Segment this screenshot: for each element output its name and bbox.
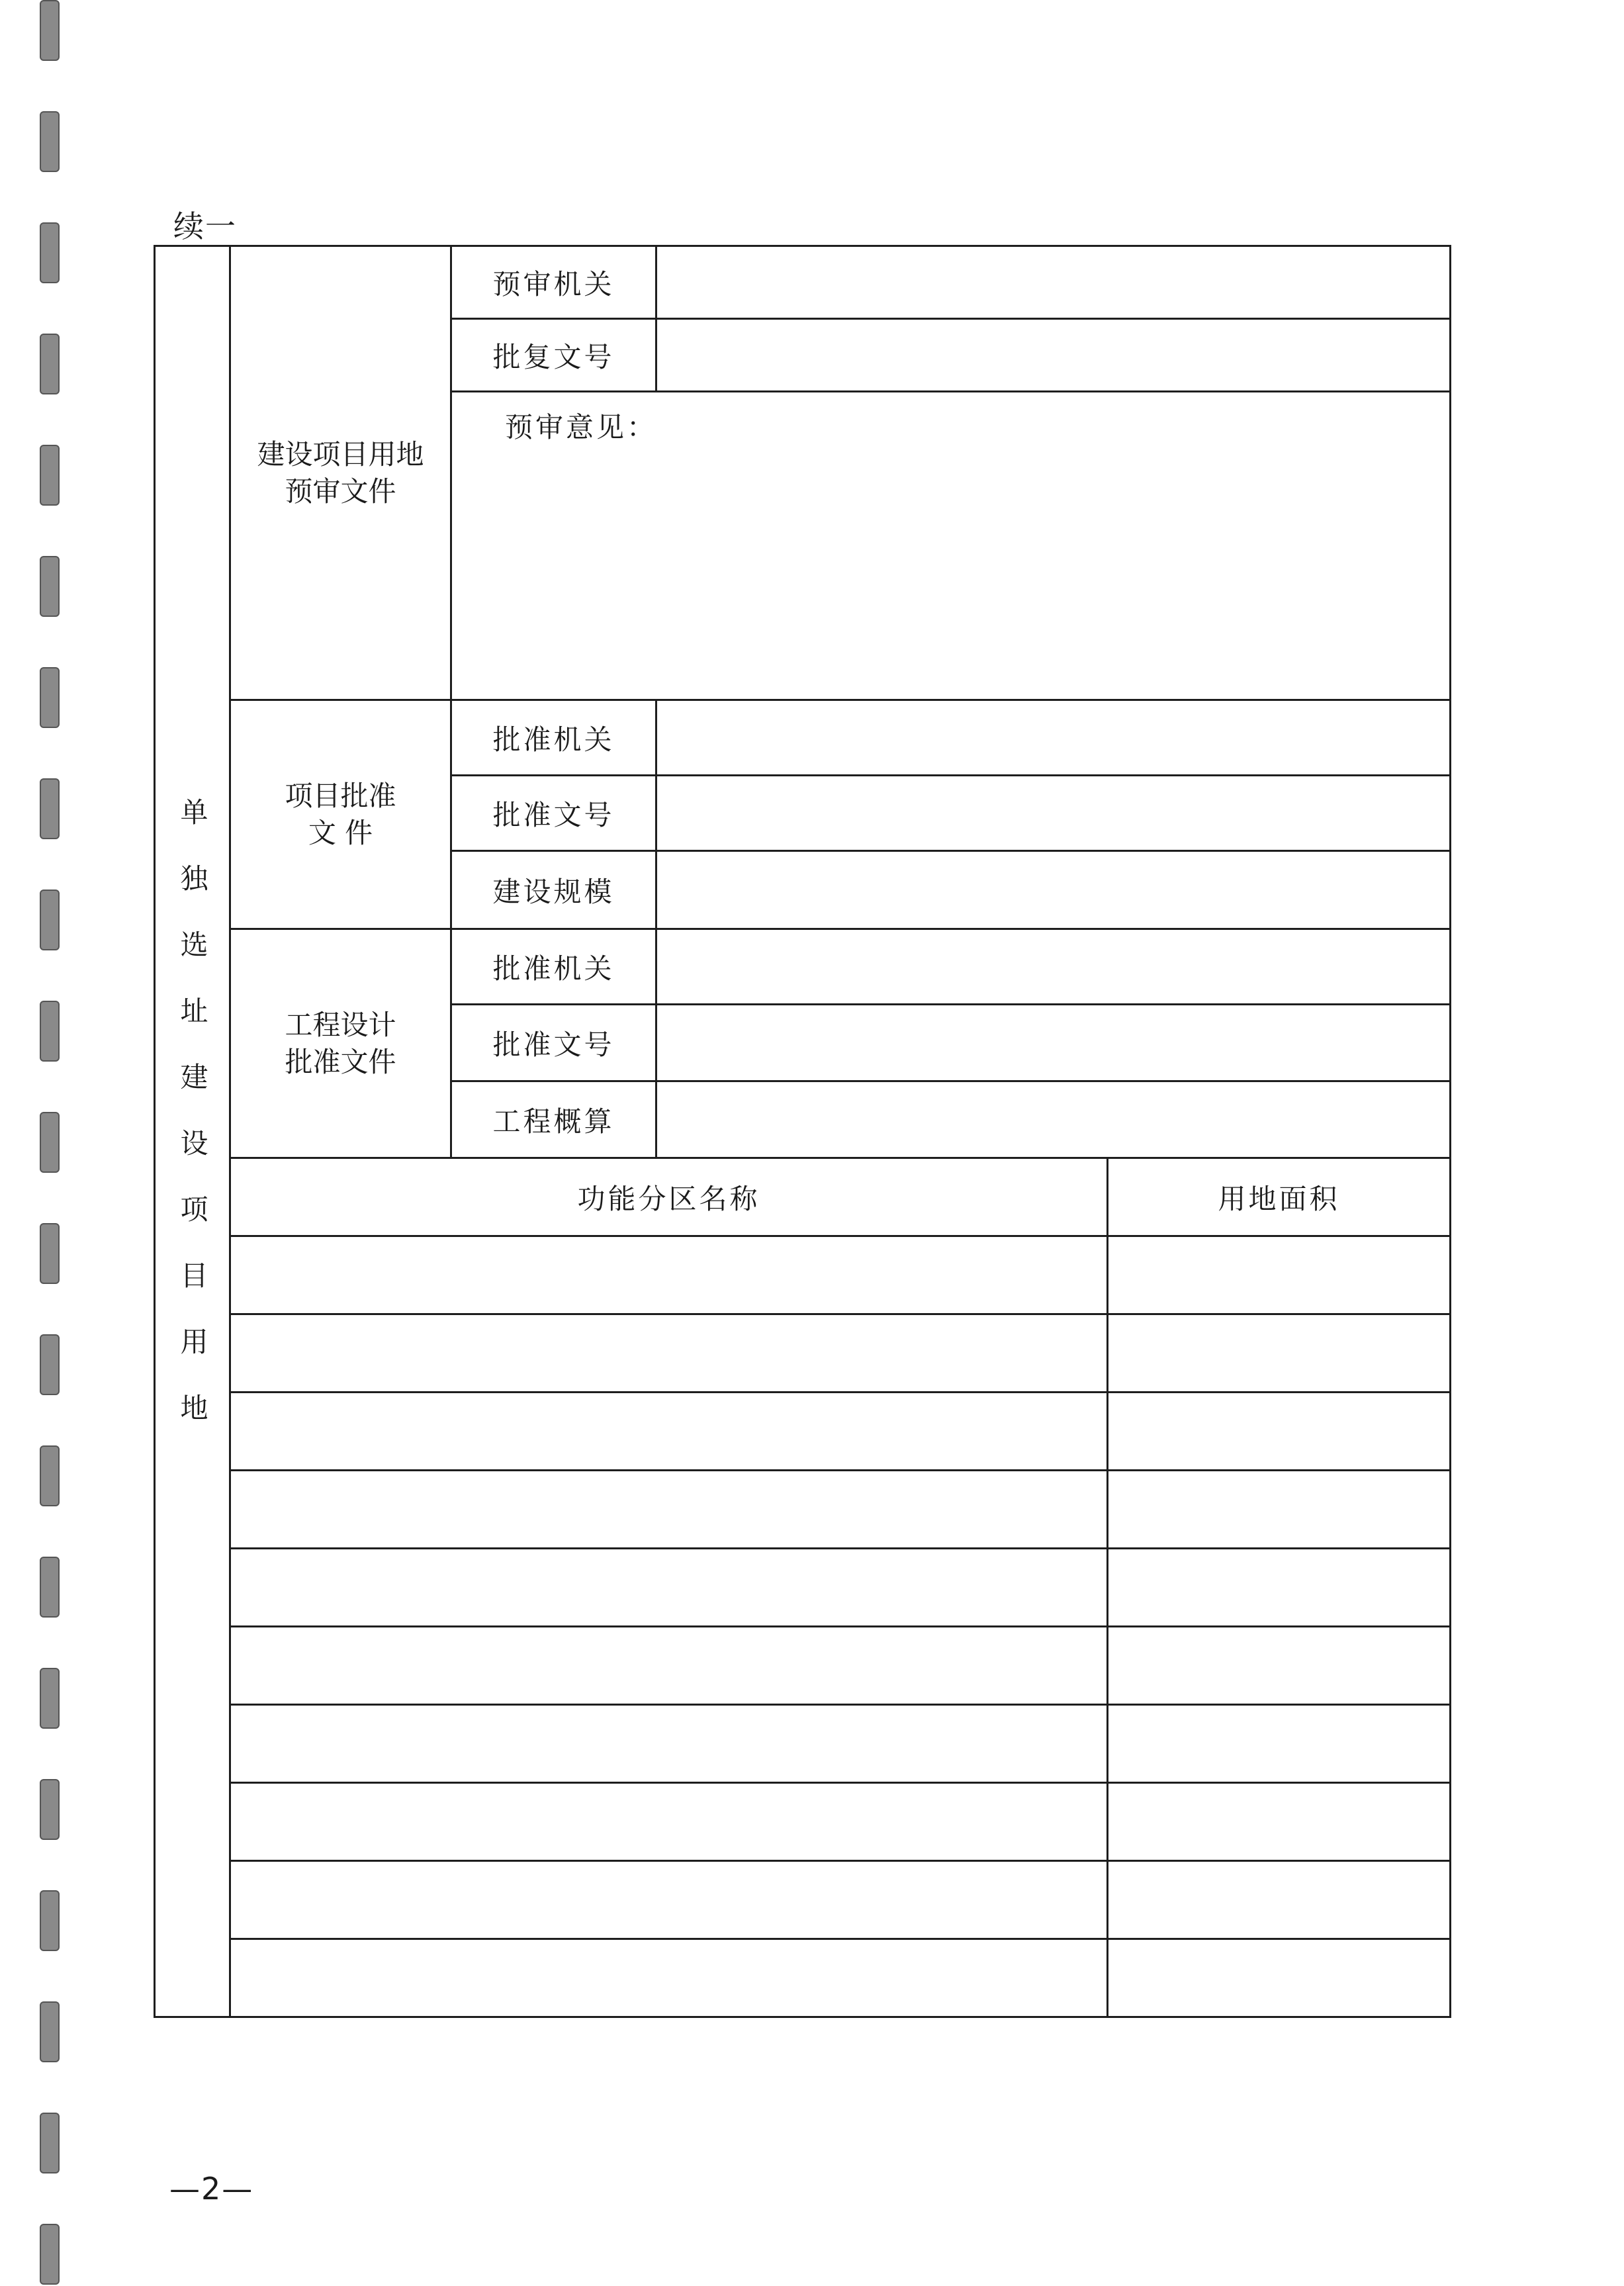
zone-name-cell[interactable] bbox=[230, 1393, 1108, 1471]
zone-area-cell[interactable] bbox=[1108, 1314, 1451, 1393]
approval-document-number-value[interactable] bbox=[656, 776, 1451, 851]
zone-area-cell[interactable] bbox=[1108, 1783, 1451, 1861]
binding-hole bbox=[40, 1557, 60, 1618]
binding-hole bbox=[40, 1668, 60, 1729]
zone-name-cell[interactable] bbox=[230, 1549, 1108, 1627]
binding-hole bbox=[40, 111, 60, 172]
continuation-label: 续一 bbox=[173, 208, 237, 244]
design-document-number-label: 批准文号 bbox=[451, 1005, 656, 1081]
pre-review-authority-label: 预审机关 bbox=[451, 246, 656, 319]
zone-area-cell[interactable] bbox=[1108, 1471, 1451, 1549]
zone-area-cell[interactable] bbox=[1108, 1861, 1451, 1939]
binding-hole bbox=[40, 334, 60, 394]
zone-area-cell[interactable] bbox=[1108, 1627, 1451, 1705]
page-number: —2— bbox=[169, 2171, 254, 2207]
binding-hole bbox=[40, 222, 60, 283]
binding-hole bbox=[40, 1001, 60, 1062]
pre-review-document-number-value[interactable] bbox=[656, 319, 1451, 392]
design-document-number-value[interactable] bbox=[656, 1005, 1451, 1081]
approval-group-label: 项目批准 文 件 bbox=[230, 700, 451, 929]
zone-name-cell[interactable] bbox=[230, 1783, 1108, 1861]
binding-hole bbox=[40, 1779, 60, 1840]
approval-authority-label: 批准机关 bbox=[451, 700, 656, 776]
zone-area-cell[interactable] bbox=[1108, 1393, 1451, 1471]
binding-hole bbox=[40, 445, 60, 506]
zone-name-header: 功能分区名称 bbox=[230, 1158, 1108, 1236]
zone-area-cell[interactable] bbox=[1108, 1236, 1451, 1314]
budget-estimate-value[interactable] bbox=[656, 1081, 1451, 1158]
zone-name-cell[interactable] bbox=[230, 1236, 1108, 1314]
construction-scale-label: 建设规模 bbox=[451, 851, 656, 929]
binding-hole bbox=[40, 1112, 60, 1173]
binding-hole bbox=[40, 0, 60, 61]
pre-review-opinion-label: 预审意见： bbox=[505, 411, 658, 443]
design-authority-value[interactable] bbox=[656, 929, 1451, 1005]
design-group-label: 工程设计 批准文件 bbox=[230, 929, 451, 1158]
binding-hole bbox=[40, 1223, 60, 1284]
pre-review-opinion-cell[interactable] bbox=[451, 392, 1451, 700]
binding-hole bbox=[40, 1890, 60, 1951]
construction-scale-value[interactable] bbox=[656, 851, 1451, 929]
zone-name-cell[interactable] bbox=[230, 1627, 1108, 1705]
binding-hole bbox=[40, 890, 60, 950]
binding-hole bbox=[40, 1334, 60, 1395]
binding-strip bbox=[37, 0, 64, 2286]
binding-hole bbox=[40, 2113, 60, 2173]
zone-name-cell[interactable] bbox=[230, 1939, 1108, 2017]
approval-document-number-label: 批准文号 bbox=[451, 776, 656, 851]
vertical-title-cell bbox=[155, 246, 230, 2017]
zone-area-cell[interactable] bbox=[1108, 1549, 1451, 1627]
land-use-form bbox=[154, 245, 1451, 2018]
zone-area-cell[interactable] bbox=[1108, 1705, 1451, 1783]
binding-hole bbox=[40, 2224, 60, 2285]
zone-name-cell[interactable] bbox=[230, 1314, 1108, 1393]
pre-review-document-number-label: 批复文号 bbox=[451, 319, 656, 392]
zone-area-cell[interactable] bbox=[1108, 1939, 1451, 2017]
pre-review-authority-value[interactable] bbox=[656, 246, 1451, 319]
binding-hole bbox=[40, 2001, 60, 2062]
approval-authority-value[interactable] bbox=[656, 700, 1451, 776]
zone-name-cell[interactable] bbox=[230, 1705, 1108, 1783]
vertical-title: 单独选址建设项目用地 bbox=[176, 797, 209, 1459]
pre-review-group-label: 建设项目用地 预审文件 bbox=[230, 246, 451, 700]
binding-hole bbox=[40, 667, 60, 728]
binding-hole bbox=[40, 1445, 60, 1506]
zone-area-header: 用地面积 bbox=[1108, 1158, 1451, 1236]
budget-estimate-label: 工程概算 bbox=[451, 1081, 656, 1158]
zone-name-cell[interactable] bbox=[230, 1861, 1108, 1939]
zone-name-cell[interactable] bbox=[230, 1471, 1108, 1549]
binding-hole bbox=[40, 778, 60, 839]
binding-hole bbox=[40, 556, 60, 617]
design-authority-label: 批准机关 bbox=[451, 929, 656, 1005]
